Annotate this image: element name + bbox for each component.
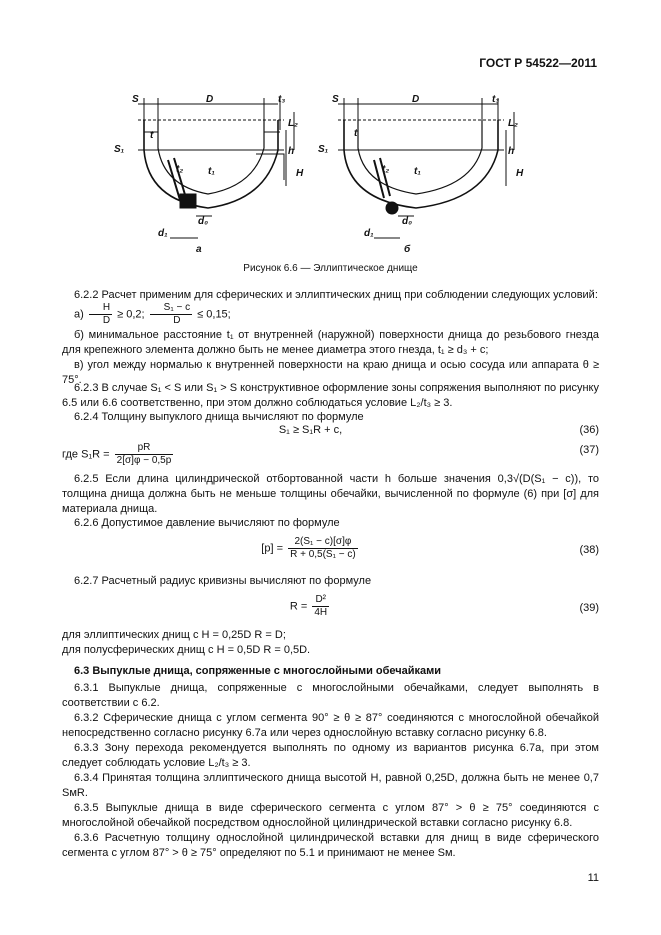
condition-a-mid: ≥ 0,2; xyxy=(117,308,145,321)
paragraph-6-3-1: 6.3.1 Выпуклые днища, сопряженные с многослойными обечайками, следует выполнять в соответствии с 6.2. xyxy=(62,682,599,709)
label-t1-a: t₁ xyxy=(208,166,215,177)
paragraph-6-3-3: 6.3.3 Зону перехода рекомендуется выполнять по одному из вариантов рисунка 6.7а, при этом следует соблюдать условие L₂/t₃ ≥ 3. xyxy=(62,742,599,769)
paragraph-6-3-5: 6.3.5 Выпуклые днища в виде сферического сегмента с углом 87° > θ ≥ 75° соединяются с многослойной обечайкой посредством однослойной цилиндрической вставки согласно рисунку 6.8. xyxy=(62,802,599,829)
document-header: ГОСТ Р 54522—2011 xyxy=(479,56,597,70)
label-S1-b: S₁ xyxy=(318,144,329,155)
paragraph-6-2-7: 6.2.7 Расчетный радиус кривизны вычисляют по формуле xyxy=(74,575,372,587)
equation-37-body xyxy=(62,442,175,467)
equation-38-body xyxy=(62,536,559,561)
label-D-a: D xyxy=(206,94,214,105)
bolt-socket-a xyxy=(180,194,196,208)
paragraph-6-2-5: 6.2.5 Если длина цилиндрической отбортованной части h больше значения 0,3√(D(S₁ − c)), то толщина днища должна быть не меньше толщины обечайки, вычисленной по формуле (6) при [σ] для материала днища. xyxy=(62,473,599,515)
label-L2-a: L₂ xyxy=(288,118,298,129)
condition-c: в) угол между нормалью к внутренней поверхности на краю днища и осью сосуда или аппарата θ ≥ 75°. xyxy=(62,359,599,386)
label-t2-b: t₂ xyxy=(382,164,390,175)
equation-36-body: S₁ ≥ S₁R + c, xyxy=(278,424,343,436)
figure-caption: Рисунок 6.6 — Эллиптическое днище xyxy=(243,263,418,274)
equation-37 xyxy=(62,438,599,466)
label-H-b: H xyxy=(516,168,524,179)
label-L2-b: L₂ xyxy=(508,118,518,129)
note-hemispherical: для полусферических днищ с H = 0,5D R = 0,5D. xyxy=(62,644,311,656)
label-t2-a: t₂ xyxy=(176,164,184,175)
label-t1-b: t₁ xyxy=(414,166,421,177)
equation-38-prefix: [p] = xyxy=(261,542,284,555)
condition-b: б) минимальное расстояние t₁ от внутренней (наружной) поверхности днища до резьбового гнезда для крепежного элемента должно быть не менее диаметра этого гнезда, t₁ ≥ d₃ + c; xyxy=(62,329,599,356)
label-S-b: S xyxy=(332,94,339,105)
label-d1-b: d₁ xyxy=(364,228,374,239)
fraction-eq38: $\frac{\text{2(S₁ − c)[σ]φ}}{\text{R + 0,5(S₁ − c)}}$ xyxy=(290,536,356,560)
fraction-eq39: $\frac{\text{D²}}{4H}$ xyxy=(314,594,328,618)
fraction-eq37: $\frac{pR}{2[\sigma]\varphi - 0,5p}$ xyxy=(116,442,172,466)
paragraph-6-2-2: 6.2.2 Расчет применим для сферических и эллиптических днищ при соблюдении следующих условий: xyxy=(74,289,598,301)
label-t-b: t xyxy=(354,128,358,139)
note-elliptical: для эллиптических днищ с H = 0,25D R = D; xyxy=(62,629,286,641)
fraction-H-D: $\frac{H}{D}$ xyxy=(89,302,112,327)
condition-a-end: ≤ 0,15; xyxy=(197,308,231,321)
paragraph-6-3-6: 6.3.6 Расчетную толщину однослойной цилиндрической вставки для днищ в виде сферического сегмента с углом 87° > θ ≥ 75° определяют по 5.1 и принимают не менее Sм. xyxy=(62,832,599,859)
equation-39 xyxy=(62,592,599,620)
label-H-a: H xyxy=(296,168,304,179)
label-D-b: D xyxy=(412,94,420,105)
label-t-a: t xyxy=(150,130,154,141)
label-d1-a: d₁ xyxy=(158,228,168,239)
elliptical-head-figure xyxy=(108,90,528,260)
condition-a xyxy=(62,302,599,326)
paragraph-6-2-4: 6.2.4 Толщину выпуклого днища вычисляют по формуле xyxy=(74,411,364,423)
label-b: б xyxy=(404,244,411,255)
label-S-a: S xyxy=(132,94,139,105)
label-h-b: h xyxy=(508,146,515,157)
label-t3-b: t₃ xyxy=(492,94,500,105)
equation-37-prefix: где S₁R = xyxy=(62,448,110,461)
paragraph-6-2-6: 6.2.6 Допустимое давление вычисляют по формуле xyxy=(74,517,340,529)
label-S1-a: S₁ xyxy=(114,144,125,155)
section-6-3-heading: 6.3 Выпуклые днища, сопряженные с многослойными обечайками xyxy=(74,665,442,677)
paragraph-6-3-4: 6.3.4 Принятая толщина эллиптического днища высотой H, равной 0,25D, должна быть не менее 0,7 SмR. xyxy=(62,772,599,799)
equation-39-body xyxy=(62,594,559,619)
label-h-a: h xyxy=(288,146,295,157)
page-number: 11 xyxy=(587,872,599,884)
paragraph-6-3-2: 6.3.2 Сферические днища с углом сегмента 90° ≥ θ ≥ 87° соединяются с многослойной обечайкой непосредственно согласно рисунку 6.7а или через однослойную вставку согласно рисунку 6.8. xyxy=(62,712,599,739)
equation-37-number: (37) xyxy=(579,444,599,456)
equation-36-number: (36) xyxy=(579,424,599,436)
bolt-socket-b xyxy=(386,202,398,214)
paragraph-6-2-3: 6.2.3 В случае S₁ < S или S₁ > S конструктивное оформление зоны сопряжения выполняют по рисунку 6.5 или 6.6 соответственно, при этом должно соблюдаться условие L₂/t₃ ≥ 3. xyxy=(62,382,599,409)
equation-39-prefix: R = xyxy=(289,600,308,613)
label-d0-b: d₀ xyxy=(402,216,413,227)
fraction-S1c-D: $\frac{\text{S₁ − c}}{D}$ xyxy=(150,302,192,327)
label-d0-a: d₀ xyxy=(198,216,209,227)
equation-38-number: (38) xyxy=(579,544,599,556)
head-inner-contour-b xyxy=(358,120,482,194)
equation-38 xyxy=(62,532,599,560)
condition-a-prefix: а) xyxy=(74,308,84,321)
equation-39-number: (39) xyxy=(579,602,599,614)
label-a: а xyxy=(196,244,202,255)
label-t3-a: t₃ xyxy=(278,94,286,105)
